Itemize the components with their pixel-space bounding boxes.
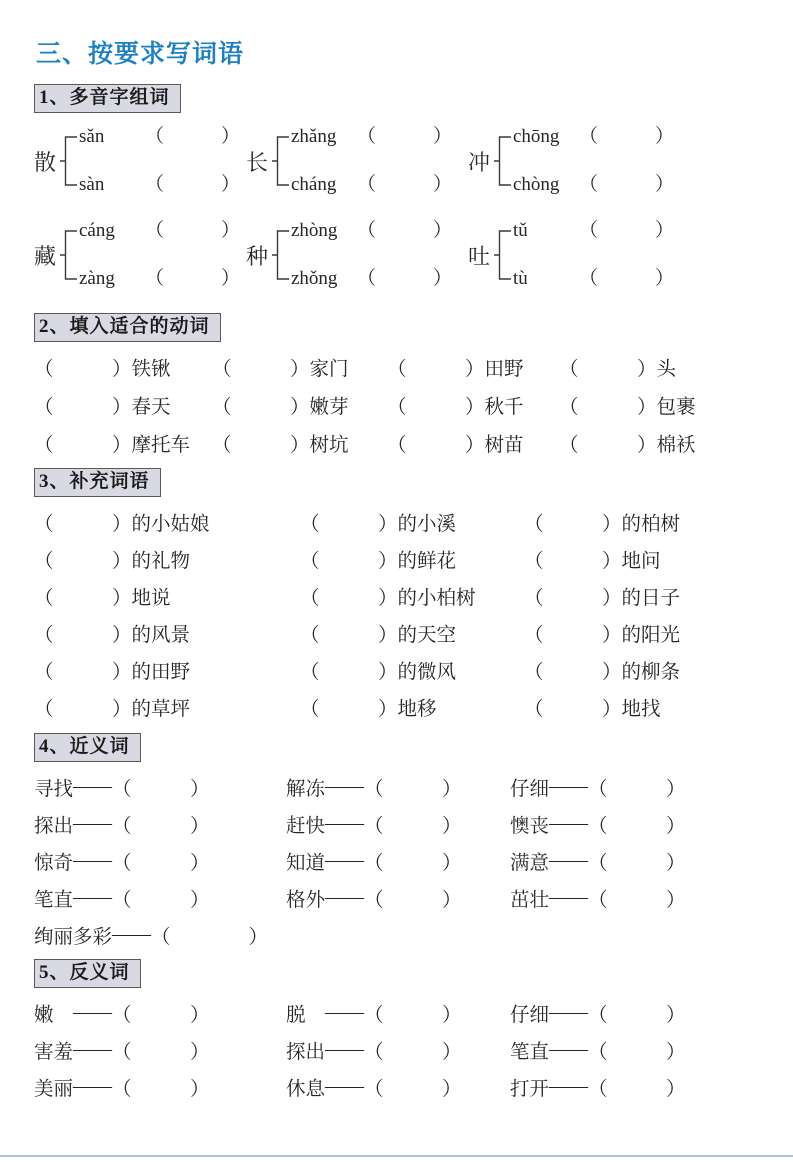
dash-separator: ——: [73, 775, 113, 797]
answer-blank: （ ）: [300, 661, 398, 683]
answer-blank: （ ）: [524, 587, 622, 609]
word-label: 笔直: [510, 1041, 550, 1063]
answer-blank: （ ）: [524, 513, 622, 535]
brace-icon: [494, 219, 511, 291]
answer-blank: （ ）: [559, 435, 657, 456]
dash-separator: ——: [325, 849, 365, 871]
word-label: 的天空: [397, 624, 457, 646]
answer-blank: （ ）: [300, 587, 398, 609]
dash-separator: ——: [549, 886, 589, 908]
word-label: 秋千: [484, 397, 524, 418]
brace-icon: [494, 125, 511, 197]
word-label: 的礼物: [131, 550, 191, 572]
word-label: 惊奇: [34, 852, 74, 874]
reading-list: [79, 219, 240, 291]
answer-blank: （ ）: [588, 815, 686, 837]
verb-fill-item: [387, 386, 559, 424]
antonym-item: [34, 1068, 286, 1105]
worksheet-page: [0, 40, 793, 1105]
complete-item: [524, 614, 759, 651]
dash-separator: ——: [549, 1001, 589, 1023]
dash-separator: ——: [73, 1001, 112, 1023]
answer-blank: （ ）: [34, 513, 132, 535]
word-label: 格外: [286, 889, 326, 911]
bottom-divider: [0, 1155, 793, 1157]
reading-row: [513, 173, 674, 197]
pinyin-label: zàng: [79, 268, 115, 289]
answer-blank: （ ）: [364, 815, 462, 837]
complete-item: [34, 540, 300, 577]
synonym-item: [34, 842, 286, 879]
answer-blank: （ ）: [300, 550, 398, 572]
answer-blank: （ ）: [145, 174, 241, 195]
word-label: 的小姑娘: [131, 513, 210, 535]
answer-blank: （ ）: [524, 624, 622, 646]
word-label: 的小溪: [397, 513, 457, 535]
polyphone-character: 种: [246, 243, 269, 269]
section-polyphone: [34, 84, 759, 295]
pinyin-label: tù: [513, 268, 528, 289]
antonym-grid: [34, 994, 759, 1105]
word-label: 春天: [131, 397, 171, 418]
word-label: 笔直: [34, 889, 74, 911]
complete-item: [300, 688, 524, 725]
synonym-item: [34, 879, 286, 916]
answer-blank: （ ）: [588, 1078, 686, 1100]
polyphone-group: [468, 121, 759, 201]
synonym-item: [510, 768, 759, 805]
answer-blank: （ ）: [524, 661, 622, 683]
verb-fill-item: [387, 424, 559, 462]
answer-blank: （ ）: [34, 435, 132, 456]
answer-blank: （ ）: [524, 698, 622, 720]
reading-row: [79, 173, 240, 197]
polyphone-character: 长: [246, 149, 269, 175]
answer-blank: （ ）: [588, 852, 686, 874]
dash-separator: ——: [549, 1038, 589, 1060]
answer-blank: （ ）: [112, 778, 210, 800]
reading-row: [291, 267, 452, 291]
brace-icon: [272, 219, 289, 291]
dash-separator: ——: [549, 849, 589, 871]
reading-row: [513, 267, 674, 291]
section-complete: [34, 468, 759, 725]
answer-blank: （ ）: [364, 778, 462, 800]
antonym-item: [34, 1031, 286, 1068]
answer-blank: （ ）: [357, 220, 453, 241]
complete-item: [524, 503, 759, 540]
answer-blank: （ ）: [387, 359, 485, 380]
complete-item: [524, 651, 759, 688]
dash-separator: ——: [549, 1075, 589, 1097]
dash-separator: ——: [325, 1001, 364, 1023]
answer-blank: （ ）: [559, 397, 657, 418]
word-label: 美丽: [34, 1078, 74, 1100]
word-label: 的柏树: [621, 513, 681, 535]
dash-separator: ——: [73, 1038, 113, 1060]
word-label: 头: [656, 359, 677, 380]
complete-item: [34, 577, 300, 614]
polyphone-group: [34, 121, 246, 201]
word-label: 的柳条: [621, 661, 681, 683]
dash-separator: ——: [73, 812, 113, 834]
polyphone-group: [246, 121, 468, 201]
word-label: 棉袄: [656, 435, 696, 456]
word-label: 脱: [286, 1004, 306, 1026]
word-label: 田野: [484, 359, 524, 380]
synonym-grid: [34, 768, 759, 953]
synonym-item: [34, 768, 286, 805]
complete-item: [34, 614, 300, 651]
word-label: 摩托车: [131, 435, 191, 456]
pinyin-label: chòng: [513, 174, 560, 195]
answer-blank: （ ）: [579, 220, 675, 241]
word-label: 的田野: [131, 661, 191, 683]
word-label: 嫩芽: [309, 397, 349, 418]
answer-blank: （ ）: [112, 852, 210, 874]
dash-separator: ——: [325, 886, 365, 908]
complete-item: [34, 651, 300, 688]
answer-blank: （ ）: [364, 889, 462, 911]
verb-fill-item: [34, 386, 212, 424]
verb-fill-item: [212, 386, 387, 424]
word-label: 的小柏树: [397, 587, 476, 609]
page-title: 三、按要求写词语: [36, 41, 245, 68]
complete-item: [300, 503, 524, 540]
answer-blank: （ ）: [34, 661, 132, 683]
answer-blank: （ ）: [588, 889, 686, 911]
word-label: 包裹: [656, 397, 696, 418]
pinyin-label: tǔ: [513, 220, 528, 241]
answer-blank: （ ）: [112, 889, 210, 911]
answer-blank: （ ）: [357, 174, 453, 195]
answer-blank: （ ）: [34, 624, 132, 646]
answer-blank: （ ）: [364, 1004, 462, 1026]
antonym-item: [286, 1031, 510, 1068]
verb-fill-item: [34, 424, 212, 462]
word-label: 家门: [309, 359, 349, 380]
complete-item: [300, 651, 524, 688]
answer-blank: （ ）: [112, 1004, 210, 1026]
word-label: 探出: [34, 815, 74, 837]
answer-blank: （ ）: [300, 513, 398, 535]
word-label: 懊丧: [510, 815, 550, 837]
word-label: 树坑: [309, 435, 349, 456]
section-1-header: 1、多音字组词: [34, 84, 181, 113]
answer-blank: （ ）: [151, 926, 269, 948]
brace-icon: [60, 125, 77, 197]
antonym-item: [286, 994, 510, 1031]
dash-separator: ——: [73, 886, 113, 908]
answer-blank: （ ）: [212, 359, 310, 380]
synonym-item: [286, 842, 510, 879]
word-label: 知道: [286, 852, 326, 874]
word-label: 茁壮: [510, 889, 550, 911]
pinyin-label: chōng: [513, 126, 560, 147]
reading-row: [79, 125, 240, 149]
answer-blank: （ ）: [364, 1078, 462, 1100]
pinyin-label: cáng: [79, 220, 115, 241]
dash-separator: ——: [549, 775, 589, 797]
answer-blank: （ ）: [300, 698, 398, 720]
word-label: 打开: [510, 1078, 550, 1100]
word-label: 地移: [397, 698, 437, 720]
verb-fill-item: [559, 386, 759, 424]
synonym-item-last: [34, 916, 759, 953]
answer-blank: （ ）: [145, 220, 241, 241]
word-label: 的草坪: [131, 698, 191, 720]
word-label: 探出: [286, 1041, 326, 1063]
answer-blank: （ ）: [212, 435, 310, 456]
word-label: 树苗: [484, 435, 524, 456]
word-label: 的阳光: [621, 624, 681, 646]
answer-blank: （ ）: [34, 698, 132, 720]
pinyin-label: cháng: [291, 174, 337, 195]
synonym-item: [510, 842, 759, 879]
synonym-item: [34, 805, 286, 842]
word-label: 休息: [286, 1078, 326, 1100]
section-synonyms: [34, 733, 759, 953]
answer-blank: （ ）: [34, 359, 132, 380]
verb-fill-item: [212, 424, 387, 462]
verb-fill-item: [387, 348, 559, 386]
answer-blank: （ ）: [300, 624, 398, 646]
verb-grid: [34, 348, 759, 462]
answer-blank: （ ）: [579, 174, 675, 195]
word-label: 寻找: [34, 778, 74, 800]
answer-blank: （ ）: [364, 852, 462, 874]
complete-item: [34, 688, 300, 725]
pinyin-label: zhòng: [291, 220, 338, 241]
reading-row: [291, 125, 452, 149]
word-label: 仔细: [510, 778, 550, 800]
word-label: 地问: [621, 550, 661, 572]
reading-row: [79, 219, 240, 243]
dash-separator: ——: [325, 1075, 365, 1097]
answer-blank: （ ）: [112, 1041, 210, 1063]
verb-fill-item: [559, 348, 759, 386]
answer-blank: （ ）: [579, 268, 675, 289]
answer-blank: （ ）: [34, 550, 132, 572]
dash-separator: ——: [325, 775, 365, 797]
word-label: 嫩: [34, 1004, 54, 1026]
word-label: 铁锹: [131, 359, 171, 380]
answer-blank: （ ）: [579, 126, 675, 147]
reading-row: [513, 125, 674, 149]
complete-item: [34, 503, 300, 540]
synonym-item: [286, 805, 510, 842]
word-label: 绚丽多彩: [34, 926, 113, 948]
answer-blank: （ ）: [559, 359, 657, 380]
complete-item: [524, 540, 759, 577]
synonym-item: [510, 879, 759, 916]
answer-blank: （ ）: [212, 397, 310, 418]
polyphone-group: [468, 215, 759, 295]
word-label: 赶快: [286, 815, 326, 837]
word-label: 仔细: [510, 1004, 550, 1026]
antonym-item: [510, 1068, 759, 1105]
section-3-header: 3、补充词语: [34, 468, 161, 497]
section-verbs: [34, 313, 759, 462]
dash-separator: ——: [325, 1038, 365, 1060]
word-label: 解冻: [286, 778, 326, 800]
answer-blank: （ ）: [357, 268, 453, 289]
answer-blank: （ ）: [34, 587, 132, 609]
complete-grid: [34, 503, 759, 725]
polyphone-group: [34, 215, 246, 295]
antonym-item: [510, 994, 759, 1031]
reading-row: [79, 267, 240, 291]
reading-row: [291, 173, 452, 197]
brace-icon: [60, 219, 77, 291]
answer-blank: （ ）: [588, 1004, 686, 1026]
word-label: 的微风: [397, 661, 457, 683]
word-label: 满意: [510, 852, 550, 874]
reading-list: [291, 219, 452, 291]
word-label: 地说: [131, 587, 171, 609]
verb-fill-item: [559, 424, 759, 462]
complete-item: [524, 577, 759, 614]
pinyin-label: zhǒng: [291, 268, 338, 289]
dash-separator: ——: [325, 812, 365, 834]
section-4-header: 4、近义词: [34, 733, 141, 762]
answer-blank: （ ）: [34, 397, 132, 418]
pinyin-label: sǎn: [79, 126, 105, 147]
antonym-item: [510, 1031, 759, 1068]
brace-icon: [272, 125, 289, 197]
reading-list: [513, 125, 674, 197]
answer-blank: （ ）: [588, 1041, 686, 1063]
answer-blank: （ ）: [364, 1041, 462, 1063]
polyphone-character: 吐: [468, 243, 491, 269]
polyphone-character: 藏: [34, 243, 57, 269]
synonym-item: [286, 879, 510, 916]
complete-item: [524, 688, 759, 725]
pinyin-label: zhǎng: [291, 126, 337, 147]
complete-item: [300, 577, 524, 614]
section-5-header: 5、反义词: [34, 959, 141, 988]
synonym-item: [510, 805, 759, 842]
dash-separator: ——: [73, 849, 113, 871]
answer-blank: （ ）: [145, 126, 241, 147]
answer-blank: （ ）: [112, 815, 210, 837]
polyphone-group: [246, 215, 468, 295]
verb-fill-item: [212, 348, 387, 386]
verb-fill-item: [34, 348, 212, 386]
word-label: 的鲜花: [397, 550, 457, 572]
antonym-item: [286, 1068, 510, 1105]
complete-item: [300, 614, 524, 651]
answer-blank: （ ）: [524, 550, 622, 572]
word-label: 的日子: [621, 587, 681, 609]
word-label: 地找: [621, 698, 661, 720]
synonym-item: [286, 768, 510, 805]
answer-blank: （ ）: [357, 126, 453, 147]
answer-blank: （ ）: [145, 268, 241, 289]
complete-item: [300, 540, 524, 577]
answer-blank: （ ）: [588, 778, 686, 800]
reading-list: [79, 125, 240, 197]
polyphone-character: 散: [34, 149, 57, 175]
reading-row: [291, 219, 452, 243]
answer-blank: （ ）: [387, 397, 485, 418]
polyphone-character: 冲: [468, 149, 491, 175]
polyphone-grid: [34, 121, 759, 295]
answer-blank: （ ）: [387, 435, 485, 456]
pinyin-label: sàn: [79, 174, 105, 195]
reading-list: [291, 125, 452, 197]
reading-list: [513, 219, 674, 291]
section-antonyms: [34, 959, 759, 1105]
answer-blank: （ ）: [112, 1078, 210, 1100]
dash-separator: ——: [73, 1075, 113, 1097]
section-2-header: 2、填入适合的动词: [34, 313, 221, 342]
antonym-item: [34, 994, 286, 1031]
dash-separator: ——: [112, 923, 152, 945]
reading-row: [513, 219, 674, 243]
word-label: 的风景: [131, 624, 191, 646]
dash-separator: ——: [549, 812, 589, 834]
word-label: 害羞: [34, 1041, 74, 1063]
